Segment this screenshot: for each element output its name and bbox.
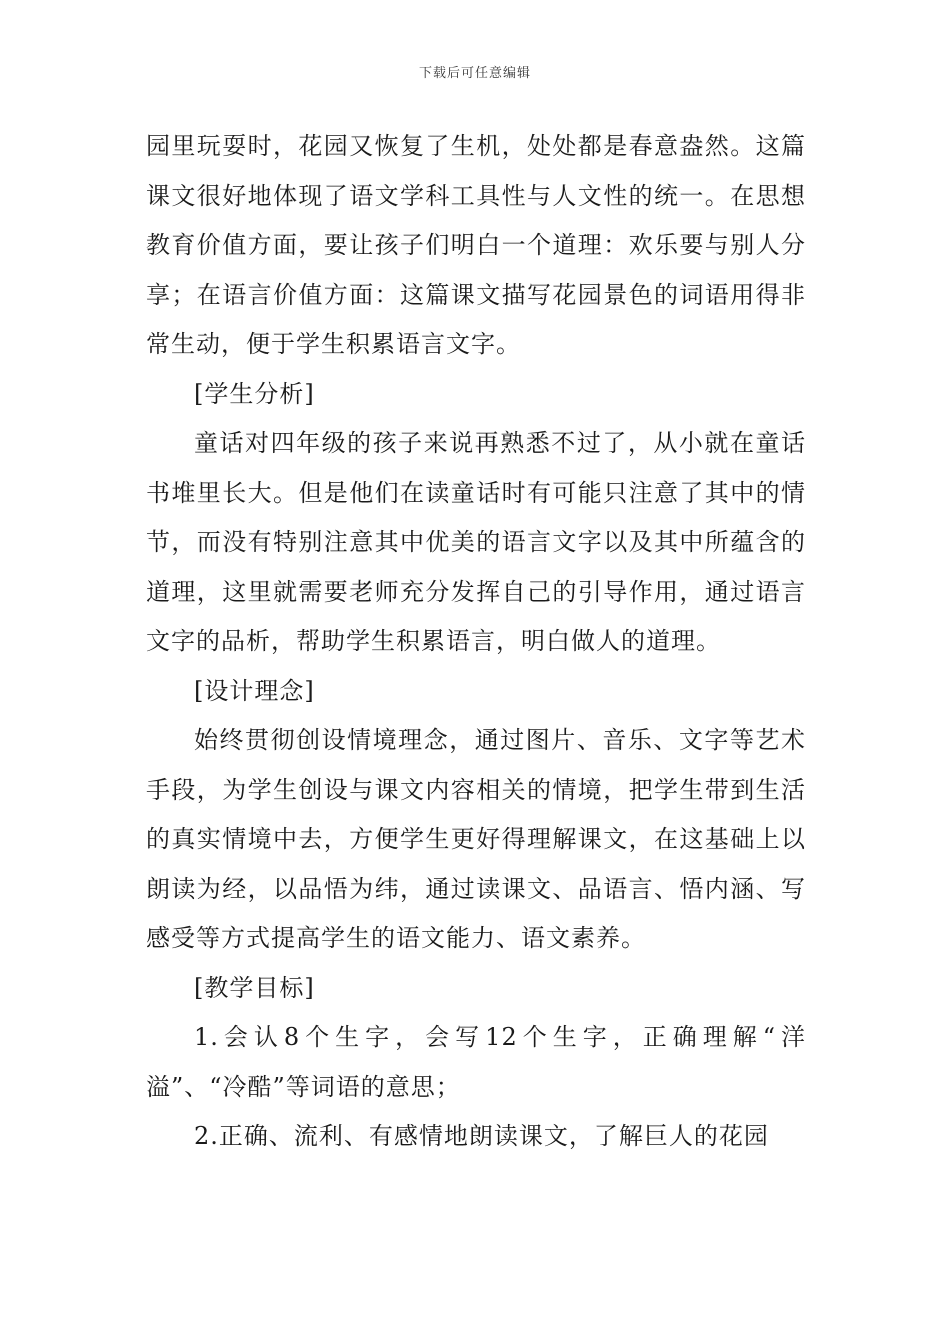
teaching-goal-item-2: 2.正确、流利、有感情地朗读课文，了解巨人的花园 [194,1122,769,1150]
document-body [146,122,806,1162]
paragraph-intro-continued: 园里玩耍时，花园又恢复了生机，处处都是春意盎然。这篇课文很好地体现了语文学科工具性与人文性的统一。在思想教育价值方面，要让孩子们明白一个道理：欢乐要与别人分享；在语言价值方面：这篇课文描写花园景色的词语用得非常生动，便于学生积累语言文字。 [146,132,806,358]
section-heading-teaching-goals: [教学目标] [194,973,315,1002]
paragraph-student-analysis: 童话对四年级的孩子来说再熟悉不过了，从小就在童话书堆里长大。但是他们在读童话时有可能只注意了其中的情节，而没有特别注意其中优美的语言文字以及其中所蕴含的道理，这里就需要老师充分发挥自己的引导作用，通过语言文字的品析，帮助学生积累语言，明白做人的道理。 [146,429,806,655]
page-header: 下载后可任意编辑 [418,66,531,81]
section-heading-design-concept: [设计理念] [194,676,315,705]
section-heading-student-analysis: [学生分析] [194,379,315,408]
teaching-goal-item-1: 1.会认8个生字，会写12个生字，正确理解“洋溢”、“冷酷”等词语的意思； [146,1023,806,1101]
paragraph-design-concept: 始终贯彻创设情境理念，通过图片、音乐、文字等艺术手段，为学生创设与课文内容相关的情境，把学生带到生活的真实情境中去，方便学生更好得理解课文，在这基础上以朗读为经，以品悟为纬，通过读课文、品语言、悟内涵、写感受等方式提高学生的语文能力、语文素养。 [146,726,806,952]
